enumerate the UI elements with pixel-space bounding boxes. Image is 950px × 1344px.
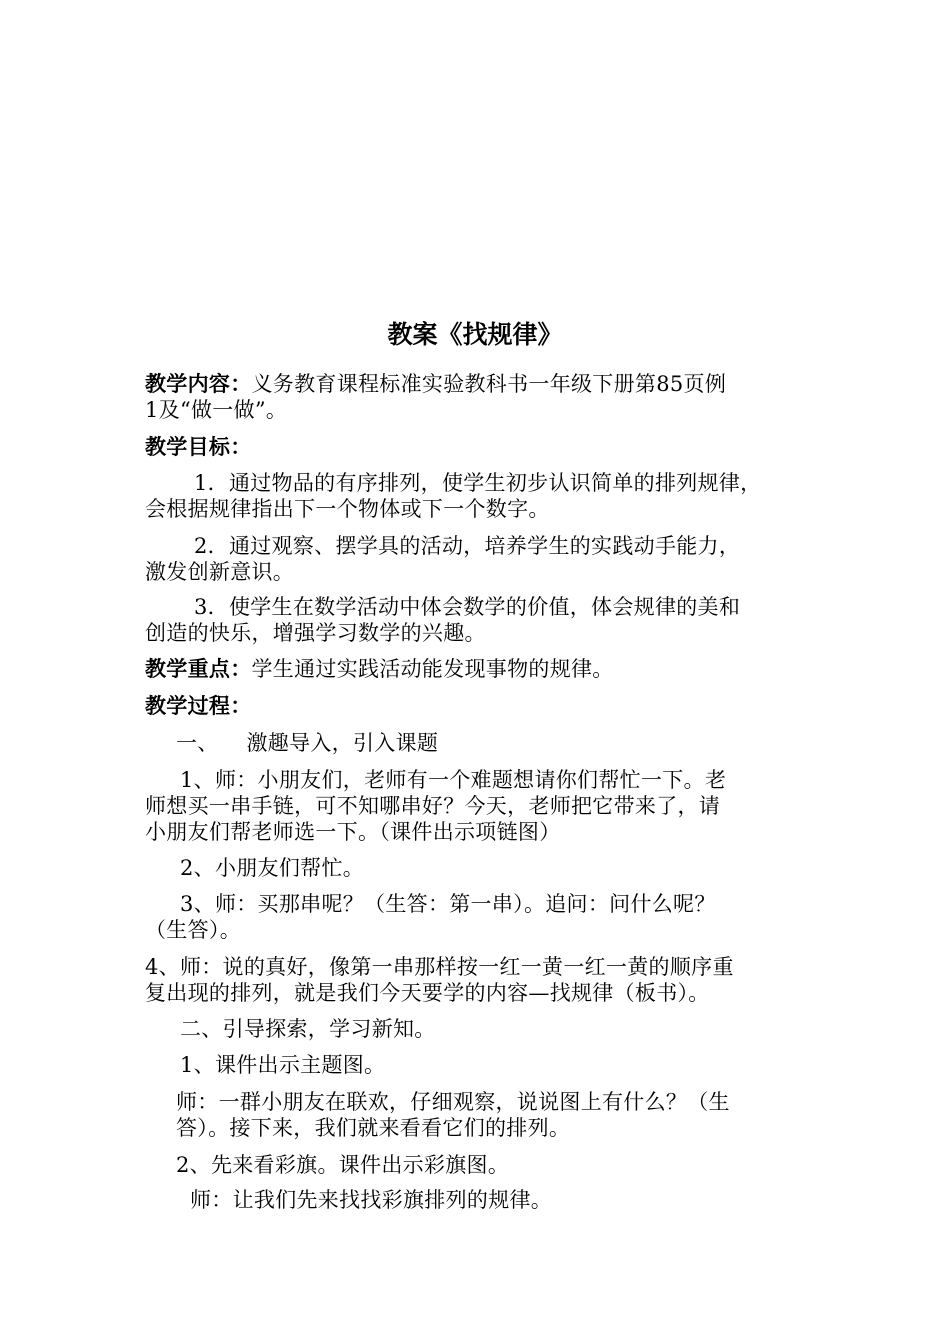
goal-3-line-1: 3．使学生在数学活动中体会数学的价值，体会规律的美和 (194, 595, 741, 619)
goals-label: 教学目标： (145, 434, 252, 459)
focus-label: 教学重点： (145, 656, 252, 681)
step-1-line-3: 小朋友们帮老师选一下。（课件出示项链图） (145, 820, 561, 844)
goal-2-line-2: 激发创新意识。 (145, 560, 295, 584)
sub-step-2a: 师：让我们先来找找彩旗排列的规律。 (190, 1188, 553, 1212)
content-text-2: 1及“做一做”。 (145, 398, 288, 422)
focus-text: 学生通过实践活动能发现事物的规律。 (251, 657, 614, 681)
goal-2-line-1: 2．通过观察、摆学具的活动，培养学生的实践动手能力， (194, 534, 741, 558)
content-line-1 (145, 371, 726, 397)
step-3-line-1: 3、师：买那串呢？（生答：第一串）。追问：问什么呢？ (180, 892, 716, 916)
sub-step-1: 1、课件出示主题图。 (180, 1053, 386, 1077)
goal-3-line-2: 创造的快乐，增强学习数学的兴趣。 (145, 621, 486, 645)
goal-1-line-1: 1．通过物品的有序排列，使学生初步认识简单的排列规律， (194, 471, 762, 495)
process-label: 教学过程： (145, 693, 252, 718)
step-4-line-1: 4、师：说的真好，像第一串那样按一红一黄一红一黄的顺序重 (145, 955, 734, 979)
goal-1-line-2: 会根据规律指出下一个物体或下一个数字。 (145, 497, 550, 521)
content-text-1: 义务教育课程标准实验教科书一年级下册第85页例 (251, 372, 727, 396)
section-2-heading: 二、引导探索，学习新知。 (180, 1017, 436, 1041)
sub-step-1a-line-1: 师：一群小朋友在联欢，仔细观察，说说图上有什么？（生 (176, 1090, 730, 1114)
step-1-line-1: 1、师：小朋友们，老师有一个难题想请你们帮忙一下。老 (180, 768, 727, 792)
sub-step-1a-line-2: 答）。接下来，我们就来看看它们的排列。 (176, 1116, 571, 1140)
step-2: 2、小朋友们帮忙。 (180, 856, 365, 880)
section-1-heading: 一、 激趣导入，引入课题 (176, 731, 439, 755)
step-1-line-2: 师想买一串手链，可不知哪串好？今天，老师把它带来了，请 (145, 794, 721, 818)
step-4-line-2: 复出现的排列，就是我们今天要学的内容—找规律（板书）。 (145, 981, 710, 1005)
focus-line (145, 656, 614, 682)
document-title: 教案《找规律》 (387, 320, 563, 349)
content-label: 教学内容： (145, 371, 252, 396)
step-3-line-2: （生答）。 (145, 918, 241, 942)
sub-step-2: 2、先来看彩旗。课件出示彩旗图。 (176, 1153, 510, 1177)
